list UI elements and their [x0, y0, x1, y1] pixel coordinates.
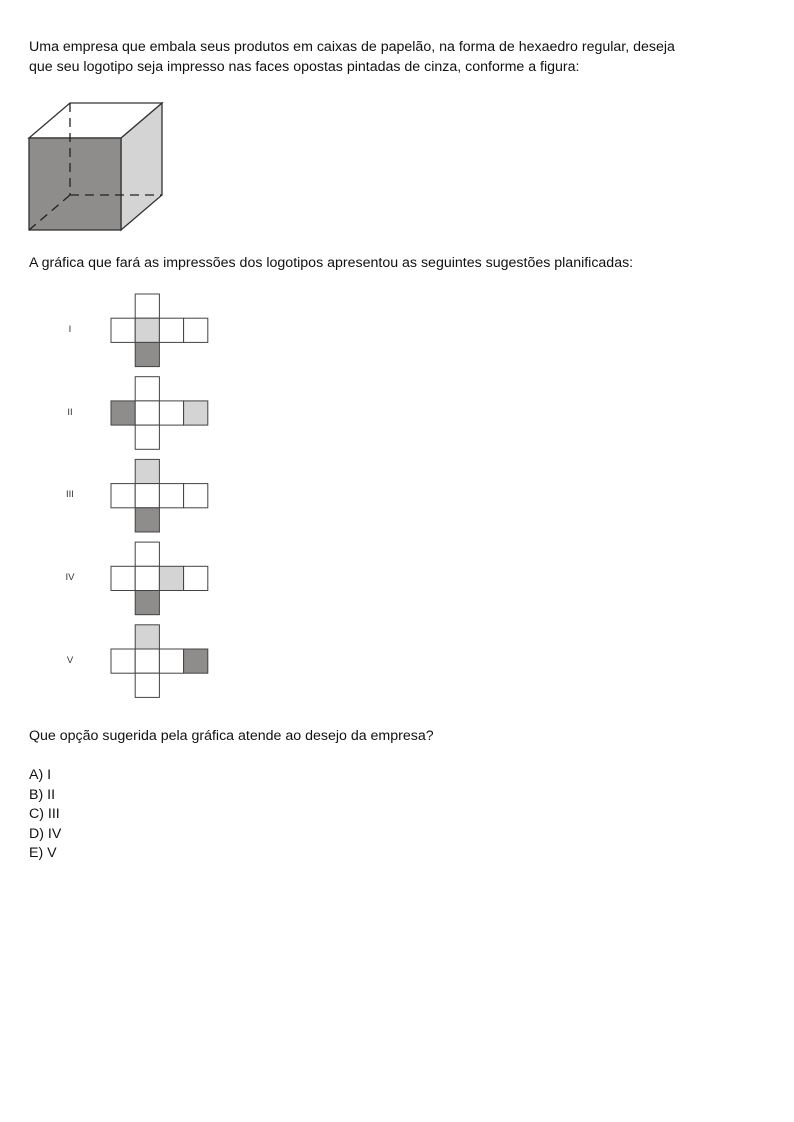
net-label: V — [66, 655, 74, 666]
option-c[interactable]: C) III — [29, 806, 60, 823]
net-face-white — [159, 484, 183, 508]
net-1 — [111, 294, 208, 367]
net-3 — [111, 459, 208, 532]
net-face-white — [111, 318, 135, 342]
net-face-white — [135, 542, 159, 566]
suggestions-intro: A gráfica que fará as impressões dos logotipos apresentou as seguintes sugestões planificadas: — [29, 255, 634, 271]
net-5 — [111, 625, 208, 698]
option-b[interactable]: B) II — [29, 786, 56, 803]
net-face-white — [135, 673, 159, 697]
net-face-white — [135, 649, 159, 673]
option-e[interactable]: E) V — [29, 845, 57, 862]
net-face-light — [135, 459, 159, 483]
net-face-white — [135, 566, 159, 590]
net-face-light — [135, 625, 159, 649]
answer-options — [29, 766, 61, 864]
problem-statement — [29, 38, 675, 77]
net-face-white — [184, 484, 208, 508]
question-text: Que opção sugerida pela gráfica atende ao desejo da empresa? — [29, 728, 434, 744]
net-face-dark — [111, 401, 135, 425]
net-2 — [111, 377, 208, 450]
net-face-light — [184, 401, 208, 425]
net-4 — [111, 542, 208, 615]
net-label: III — [66, 489, 74, 500]
net-face-white — [135, 377, 159, 401]
net-face-white — [184, 566, 208, 590]
net-face-white — [135, 484, 159, 508]
option-a[interactable]: A) I — [29, 767, 52, 783]
net-label: IV — [65, 572, 75, 583]
net-face-white — [111, 649, 135, 673]
net-face-white — [111, 484, 135, 508]
option-d[interactable]: D) IV — [29, 825, 62, 842]
net-face-white — [135, 425, 159, 449]
net-face-white — [159, 318, 183, 342]
net-label: I — [68, 324, 72, 335]
net-face-white — [184, 318, 208, 342]
problem-statement-line: Uma empresa que embala seus produtos em caixas de papelão, na forma de hexaedro regular, deseja — [29, 39, 675, 55]
net-face-white — [111, 566, 135, 590]
problem-statement-line: que seu logotipo seja impresso nas faces opostas pintadas de cinza, conforme a figura: — [29, 58, 580, 75]
net-face-white — [135, 401, 159, 425]
net-face-dark — [184, 649, 208, 673]
net-face-white — [159, 649, 183, 673]
net-face-white — [135, 294, 159, 318]
net-face-dark — [135, 591, 159, 615]
cube-figure — [27, 102, 167, 234]
net-face-dark — [135, 342, 159, 366]
cube-front-face — [29, 138, 121, 230]
net-face-white — [159, 401, 183, 425]
net-face-light — [159, 566, 183, 590]
net-label: II — [67, 407, 73, 418]
net-face-light — [135, 318, 159, 342]
net-face-dark — [135, 508, 159, 532]
